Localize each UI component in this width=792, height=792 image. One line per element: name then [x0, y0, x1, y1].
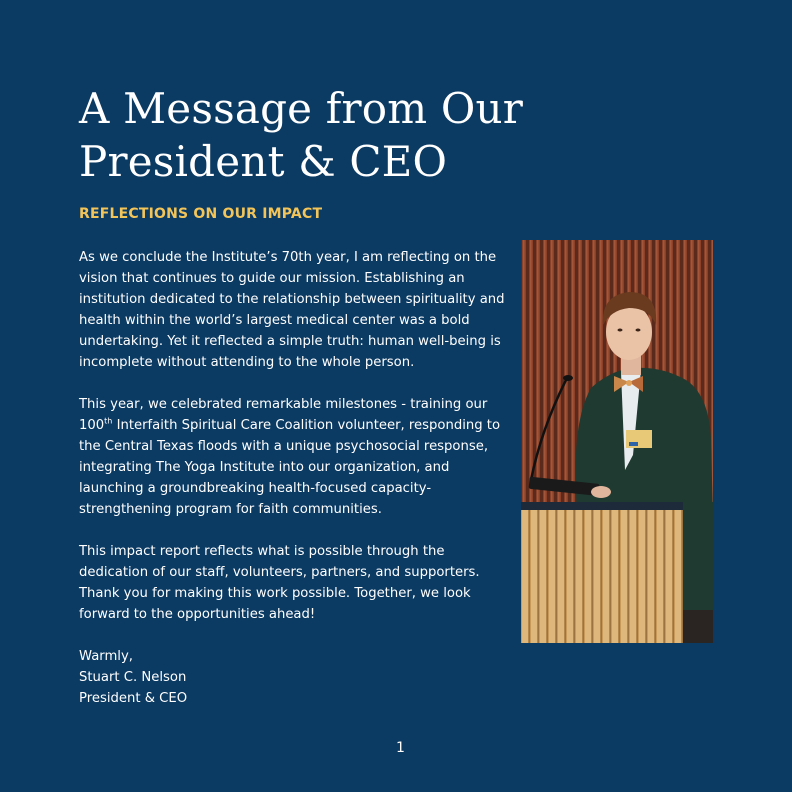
signoff-name: Stuart C. Nelson: [79, 670, 187, 685]
page-title: [79, 82, 639, 188]
paragraph-2-end: Interfaith Spiritual Care Coalition volunteer, responding to the Central Texas floods with a unique psychosocial response, integrating The Yoga Institute into our organization, and launching a groundbreaking health-focused capacity-strengthening program for faith communities.: [79, 418, 501, 517]
signoff-role: President & CEO: [79, 691, 188, 706]
paragraph-2: [79, 394, 511, 520]
page-number: 1: [396, 740, 405, 756]
paragraph-3: This impact report reflects what is possible through the dedication of our staff, volunteers, partners, and supporters. Thank you for making this work possible. Together, we look forward to the opportunities ahead!: [79, 544, 480, 622]
signoff: [79, 646, 511, 709]
paragraph-1: As we conclude the Institute’s 70th year, I am reflecting on the vision that continues to guide our mission. Establishing an institution dedicated to the relationship between spirituality and health within the world’s largest medical center was a bold undertaking. Yet it reflected a simple truth: human well-being is incomplete without attending to the whole person.: [79, 250, 505, 370]
president-photo: [521, 240, 713, 643]
section-subtitle: REFLECTIONS ON OUR IMPACT: [79, 206, 323, 222]
signoff-closing: Warmly,: [79, 649, 133, 664]
title-line-2: President & CEO: [79, 137, 448, 186]
title-line-1: A Message from Our: [79, 84, 524, 133]
paragraph-2-start: This year, we celebrated remarkable milestones - training our 100: [79, 397, 488, 433]
letter-body: [79, 247, 511, 730]
ordinal-superscript: th: [104, 416, 113, 426]
